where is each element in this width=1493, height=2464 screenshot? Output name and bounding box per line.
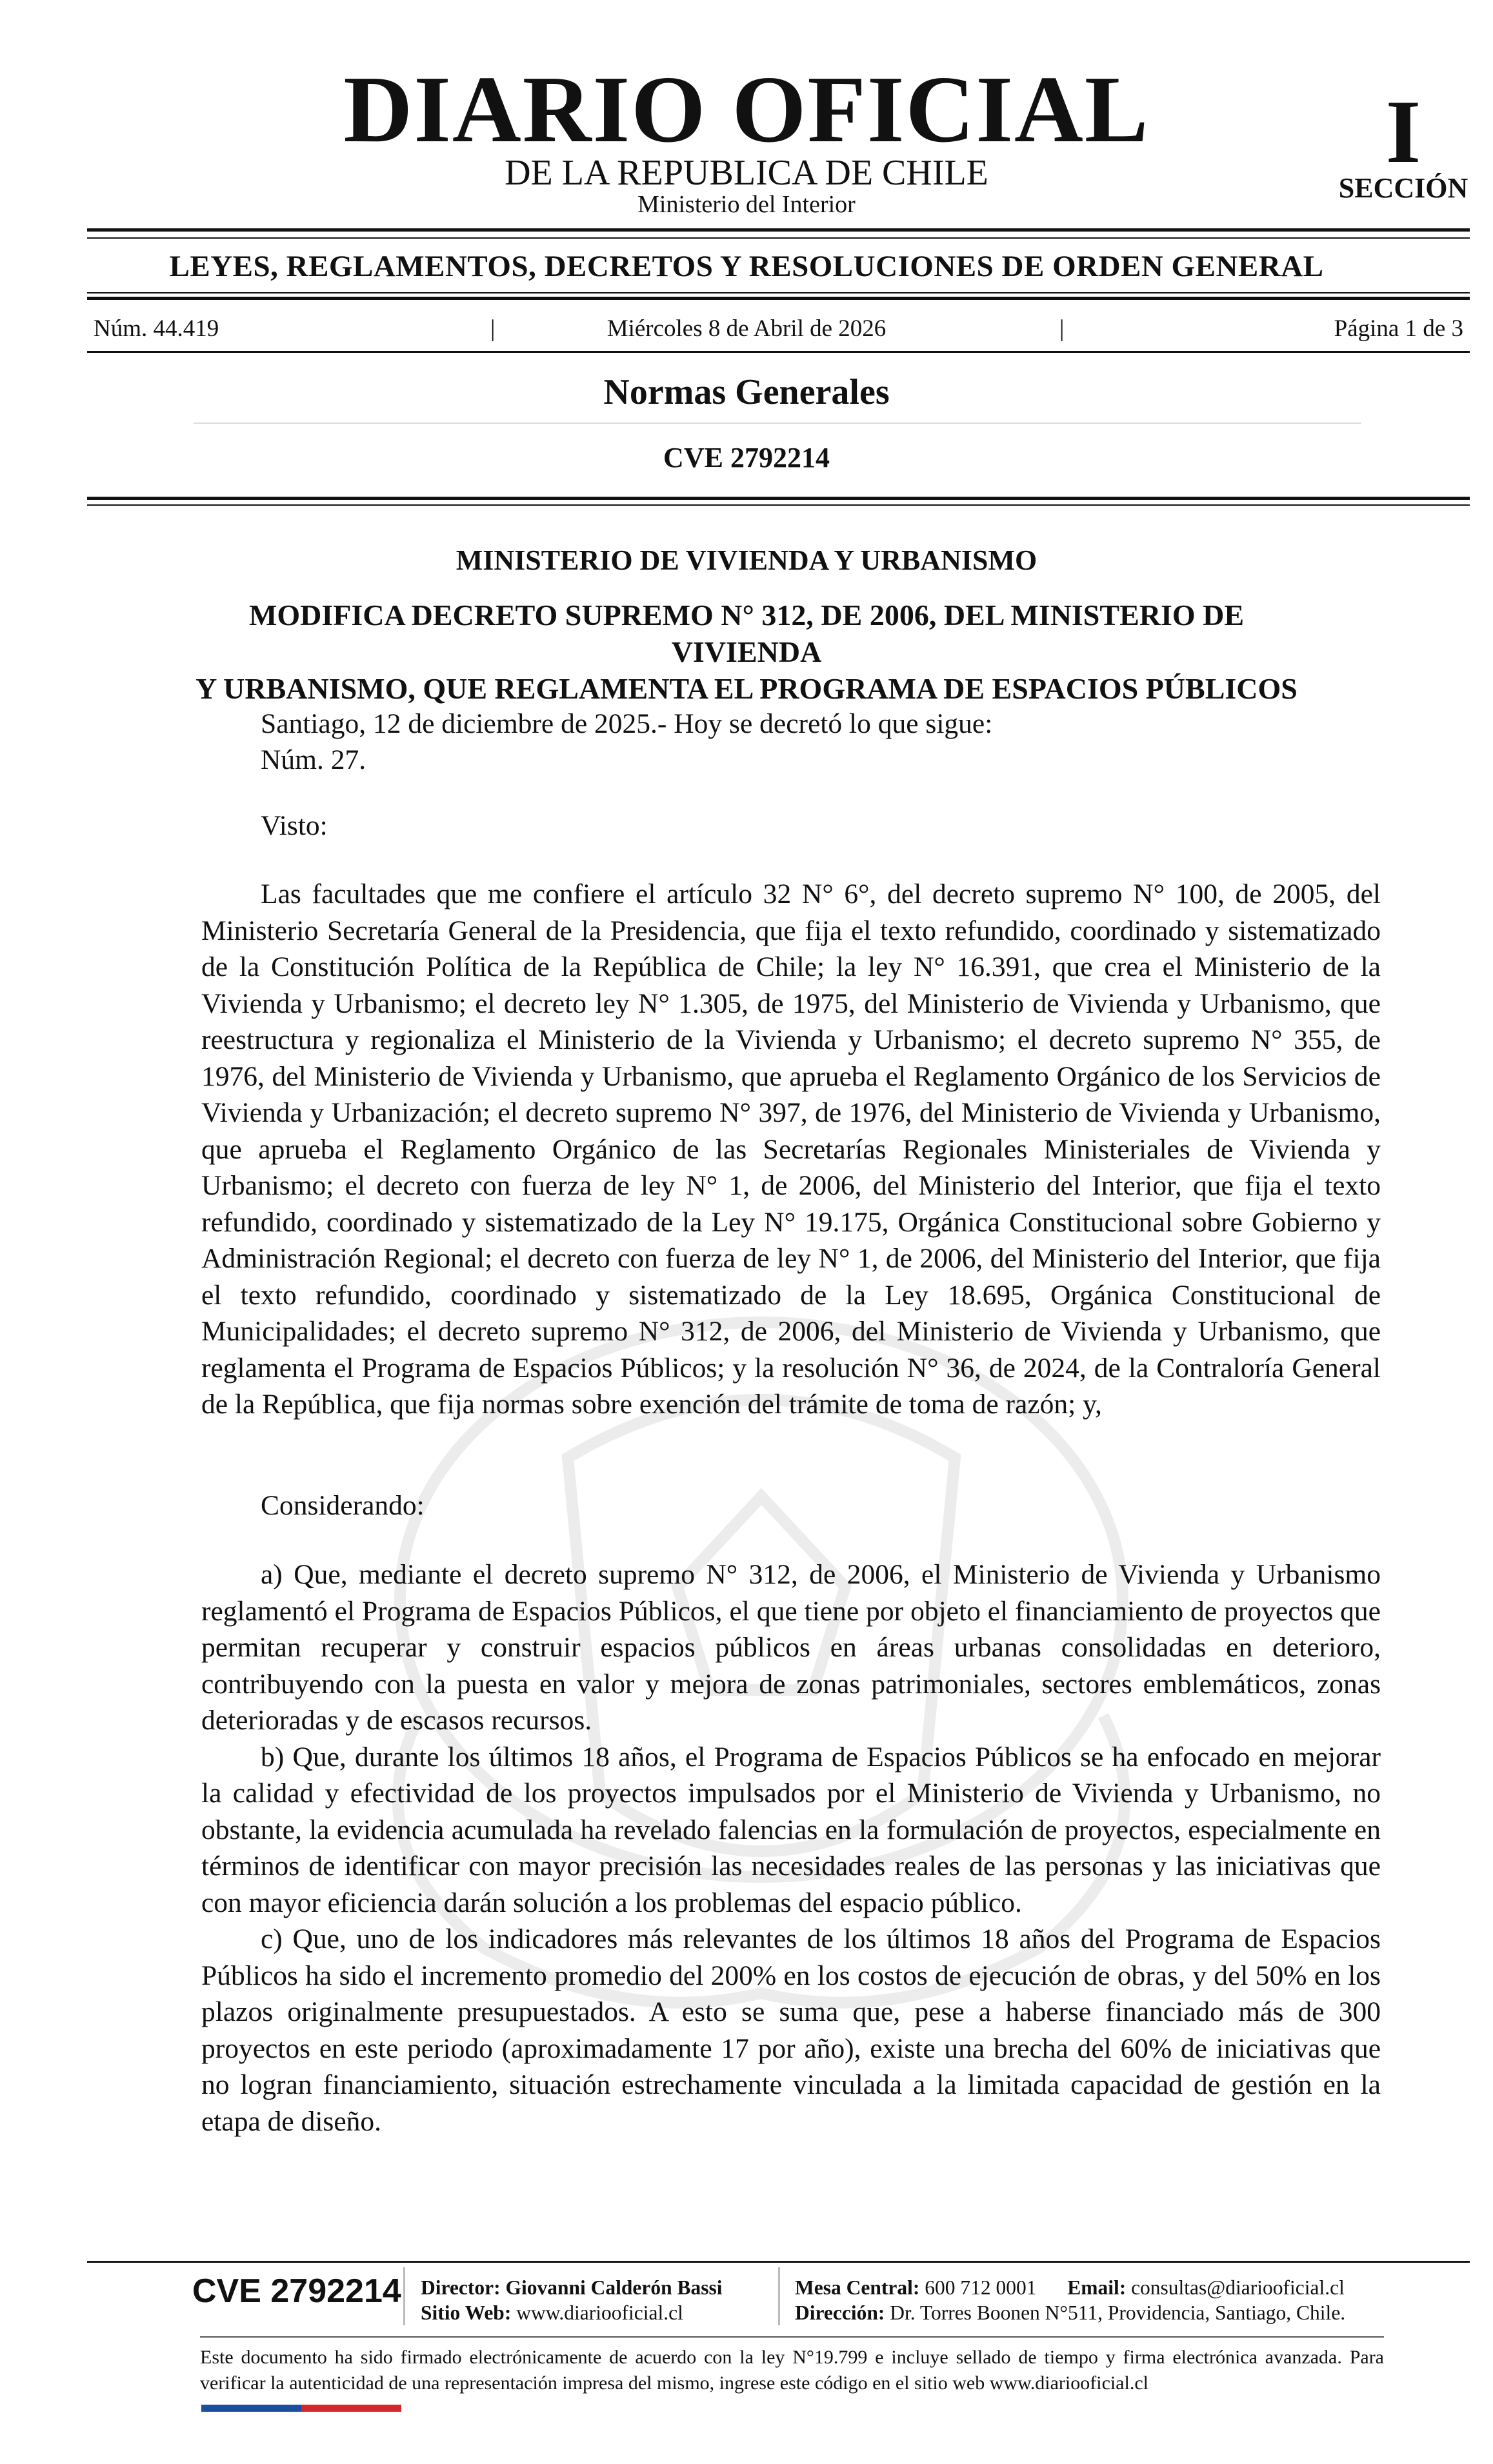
footer-divider xyxy=(778,2267,780,2325)
document-title-line: MODIFICA DECRETO SUPREMO N° 312, DE 2006, DEL MINISTERIO DE VIVIENDA xyxy=(248,599,1245,668)
masthead-rule-thick xyxy=(87,228,1470,232)
masthead-rule-thin xyxy=(87,237,1470,239)
address-value: Dr. Torres Boonen N°511, Providencia, Santiago, Chile. xyxy=(890,2301,1346,2324)
footer-divider xyxy=(403,2267,405,2325)
section-banner: LEYES, REGLAMENTOS, DECRETOS Y RESOLUCIONES DE ORDEN GENERAL xyxy=(169,250,1324,283)
newspaper-title: DIARIO OFICIAL xyxy=(343,57,1150,163)
footer-address xyxy=(795,2300,1345,2325)
header-rule-thin xyxy=(87,504,1470,506)
considerando-item: b) Que, durante los últimos 18 años, el Programa de Espacios Públicos se ha enfocado en mejorar la calidad y efectividad de los proyectos impulsados por el Ministerio de Vivienda y Urbanismo, no obstante, la evidencia acumulada ha revelado falencias en la formulación de proyectos, especialmente en términos de identificar con mayor precisión las necesidades reales de las personas y las iniciativas que con mayor eficiencia darán solución a los problemas del espacio público. xyxy=(201,1741,1381,1918)
footer-cve-code: CVE 2792214 xyxy=(192,2272,401,2310)
flag-stripe-blue xyxy=(201,2405,301,2412)
director-name: Giovanni Calderón Bassi xyxy=(505,2276,723,2299)
document-title-line: Y URBANISMO, QUE REGLAMENTA EL PROGRAMA DE ESPACIOS PÚBLICOS xyxy=(195,672,1298,705)
considerando-item: c) Que, uno de los indicadores más relevantes de los últimos 18 años del Programa de Espacios Públicos ha sido el incremento promedio del 200% en los costos de ejecución de obras, y del 50% en los plazos originalmente presupuestados. A esto se suma que, pese a haberse financiado más de 300 proyectos en este periodo (aproximadamente 17 por año), existe una brecha del 60% de iniciativas que no logran financiamiento, situación estrechamente vinculada a la limitada capacidad de gestión en la etapa de diseño. xyxy=(201,1923,1381,2137)
footer-contact xyxy=(795,2275,1345,2300)
info-rule xyxy=(87,351,1470,353)
considerando-item: a) Que, mediante el decreto supremo N° 312, de 2006, el Ministerio de Vivienda y Urbanismo reglamentó el Programa de Espacios Públicos, el que tiene por objeto el financiamiento de proyectos que permitan recuperar y construir espacios públicos en áreas urbanas consolidadas en deterioro, contribuyendo con la puesta en valor y mejora de zonas patrimoniales, sectores emblemáticos, zonas deterioradas y de escasos recursos. xyxy=(201,1559,1381,1736)
paragraph-text: Las facultades que me confiere el artículo 32 N° 6°, del decreto supremo N° 100, de 2005, del Ministerio Secretaría General de la Presidencia, que fija el texto refundido, coordinado y sistematizado de la Constitución Política de la República de Chile; la ley N° 16.391, que crea el Ministerio de la Vivienda y Urbanismo; el decreto ley N° 1.305, de 1975, del Ministerio de Vivienda y Urbanismo, que reestructura y regionaliza el Ministerio de la Vivienda y Urbanismo; el decreto supremo N° 355, de 1976, del Ministerio de Vivienda y Urbanismo, que aprueba el Reglamento Orgánico de los Servicios de Vivienda y Urbanización; el decreto supremo N° 397, de 1976, del Ministerio de Vivienda y Urbanismo, que aprueba el Reglamento Orgánico de las Secretarías Regionales Ministeriales de Vivienda y Urbanismo; el decreto con fuerza de ley N° 1, de 2006, del Ministerio del Interior, que fija el texto refundido, coordinado y sistematizado de la Ley N° 19.175, Orgánica Constitucional sobre Gobierno y Administración Regional; el decreto con fuerza de ley N° 1, de 2006, del Ministerio del Interior, que fija el texto refundido, coordinado y sistematizado de la Ley 18.695, Orgánica Constitucional de Municipalidades; el decreto supremo N° 312, de 2006, del Ministerio de Vivienda y Urbanismo, que reglamenta el Programa de Espacios Públicos; y la resolución N° 36, de 2024, de la Contraloría General de la República, que fija normas sobre exención del trámite de toma de razón; y, xyxy=(201,879,1381,1420)
issue-separator: | xyxy=(490,315,496,342)
footer-website xyxy=(421,2300,683,2325)
section-label: SECCIÓN xyxy=(1338,172,1468,204)
website-link[interactable]: www.diariooficial.cl xyxy=(516,2301,683,2324)
email-label: Email: xyxy=(1067,2276,1127,2299)
page-indicator: Página 1 de 3 xyxy=(1334,315,1463,342)
footer-rule xyxy=(87,2261,1470,2263)
heading-divider xyxy=(194,422,1361,424)
cve-code: CVE 2792214 xyxy=(663,442,830,473)
issue-separator: | xyxy=(1059,315,1065,342)
footer-note-rule xyxy=(200,2336,1384,2338)
phone-value: 600 712 0001 xyxy=(925,2276,1037,2299)
header-rule-thick xyxy=(87,497,1470,500)
footer-director xyxy=(421,2275,723,2300)
considerando-list xyxy=(201,1556,1381,2140)
website-label: Sitio Web: xyxy=(421,2301,512,2324)
document-title xyxy=(194,597,1299,707)
visto-paragraph xyxy=(201,876,1381,1423)
visto-heading: Visto: xyxy=(261,810,328,841)
section-number: I xyxy=(1385,82,1421,182)
section-heading: Normas Generales xyxy=(603,372,890,412)
flag-stripe-red xyxy=(301,2405,401,2412)
phone-label: Mesa Central: xyxy=(795,2276,920,2299)
banner-rule-thick xyxy=(87,297,1470,300)
document-ministry: MINISTERIO DE VIVIENDA Y URBANISMO xyxy=(456,544,1037,576)
director-label: Director: xyxy=(421,2276,501,2299)
email-link[interactable]: consultas@diariooficial.cl xyxy=(1131,2276,1345,2299)
newspaper-ministry: Ministerio del Interior xyxy=(637,191,856,218)
issue-date: Miércoles 8 de Abril de 2026 xyxy=(606,315,887,342)
document-dateline: Santiago, 12 de diciembre de 2025.- Hoy se decretó lo que sigue: xyxy=(261,708,993,739)
footer-signature-note: Este documento ha sido firmado electrónicamente de acuerdo con la ley N°19.799 e incluye sellado de tiempo y firma electrónica avanzada. Para verificar la autenticidad de una representación impresa del mismo, ingrese este código en el sitio web www.diariooficial.cl xyxy=(200,2347,1384,2394)
newspaper-subtitle: DE LA REPUBLICA DE CHILE xyxy=(505,153,988,193)
issue-number: Núm. 44.419 xyxy=(94,315,219,342)
address-label: Dirección: xyxy=(795,2301,885,2324)
banner-rule-thin xyxy=(87,292,1470,293)
considerando-heading: Considerando: xyxy=(261,1490,425,1521)
document-number: Núm. 27. xyxy=(261,744,366,775)
